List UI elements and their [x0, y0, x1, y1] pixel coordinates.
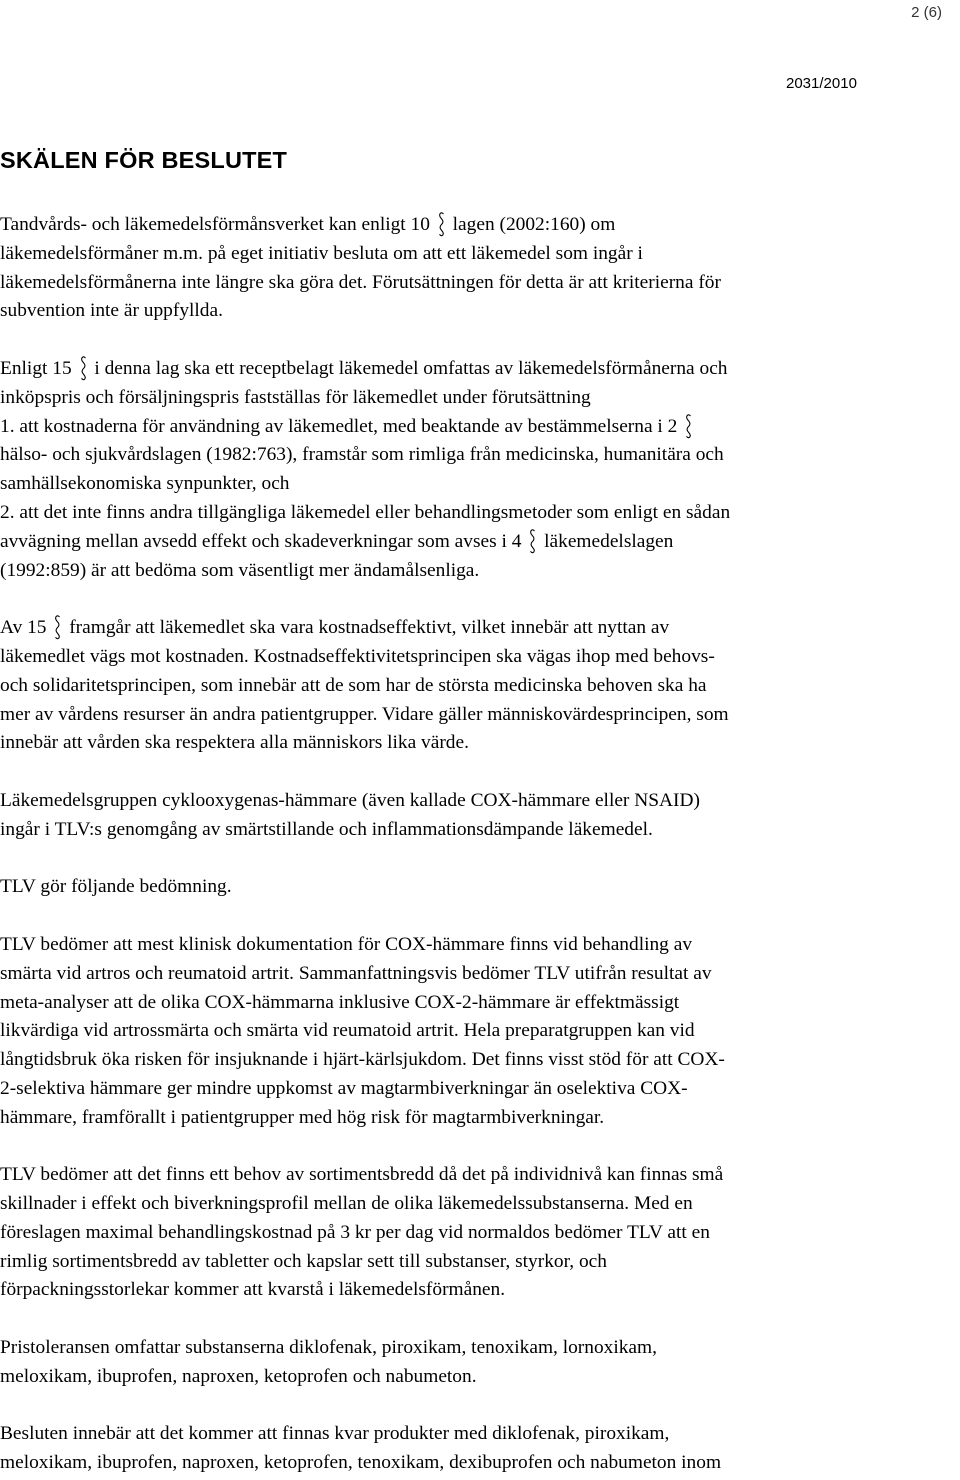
text-line: framgår att läkemedlet ska vara kostnadseffektivt, vilket innebär att nyttan av: [69, 617, 670, 639]
text-line: subvention inte är uppfyllda.: [0, 300, 223, 322]
text-line: skillnader i effekt och biverkningsprofil mellan de olika läkemedelssubstanserna. Med en: [0, 1193, 693, 1215]
paragraph-drug-group: [0, 787, 958, 845]
text-line: avvägning mellan avsedd effekt och skadeverkningar som avses i 4: [0, 530, 522, 552]
text-line: smärta vid artros och reumatoid artrit. Sammanfattningsvis bedömer TLV utifrån resultat av: [0, 962, 712, 984]
text-line: rimlig sortimentsbredd av tabletter och kapslar sett till substanser, styrkor, och: [0, 1250, 607, 1272]
text-line: hämmare, framförallt i patientgrupper med hög risk för magtarmbiverkningar.: [0, 1106, 605, 1128]
text-line: innebär att vården ska respektera alla människors lika värde.: [0, 732, 469, 754]
text-line: samhällsekonomiska synpunkter, och: [0, 473, 290, 495]
text-line: i denna lag ska ett receptbelagt läkemedel omfattas av läkemedelsförmånerna och: [94, 357, 728, 379]
text-line: hälso- och sjukvårdslagen (1982:763), framstår som rimliga från medicinska, humanitära och: [0, 444, 724, 466]
paragraph-criteria: [0, 355, 958, 585]
text-line: meta-analyser att de olika COX-hämmarna inklusive COX-2-hämmare är effektmässigt: [0, 991, 680, 1013]
text-line: TLV bedömer att det finns ett behov av sortimentsbredd då det på individnivå kan finnas små: [0, 1164, 724, 1186]
page-number: 2 (6): [911, 4, 942, 21]
section-sign-icon: [437, 211, 446, 237]
text-line: mer av vårdens resurser än andra patientgrupper. Vidare gäller människovärdesprincipen, som: [0, 703, 729, 725]
paragraph-assortment: [0, 1161, 958, 1305]
text-line: läkemedlet vägs mot kostnaden. Kostnadseffektivitetsprincipen ska vägas ihop med behovs-: [0, 645, 715, 667]
text-line: 1. att kostnaderna för användning av läkemedlet, med beaktande av bestämmelserna i 2: [0, 415, 678, 437]
paragraph-price-tolerance: [0, 1334, 958, 1392]
section-sign-icon: [79, 355, 88, 381]
text-line: förpackningsstorlekar kommer att kvarstå i läkemedelsförmånen.: [0, 1279, 506, 1301]
text-line: TLV bedömer att mest klinisk dokumentation för COX-hämmare finns vid behandling av: [0, 933, 693, 955]
paragraph-cost-effectiveness: [0, 614, 958, 758]
text-line: (1992:859) är att bedöma som väsentligt mer ändamålsenliga.: [0, 559, 480, 581]
text-line: lagen (2002:160) om: [452, 214, 616, 235]
text-line: föreslagen maximal behandlingskostnad på 3 kr per dag vid normaldos bedömer TLV att en: [0, 1221, 710, 1243]
text-line: Läkemedelsgruppen cyklooxygenas-hämmare (även kallade COX-hämmare eller NSAID): [0, 789, 700, 811]
paragraph-clinical-assessment: [0, 931, 958, 1133]
text-line: meloxikam, ibuprofen, naproxen, ketoprofen, tenoxikam, dexibuprofen och nabumeton inom: [0, 1452, 722, 1474]
text-line: och solidaritetsprincipen, som innebär att de som har de största medicinska behoven ska ha: [0, 674, 707, 696]
text-line: Tandvårds- och läkemedelsförmånsverket kan enligt 10: [0, 214, 430, 235]
text-line: Enligt 15: [0, 357, 72, 379]
document-reference: 2031/2010: [786, 75, 857, 92]
section-sign-icon: [528, 528, 537, 554]
section-sign-icon: [684, 413, 693, 439]
text-line: inköpspris och försäljningspris fastställas för läkemedlet under förutsättning: [0, 386, 591, 408]
paragraph-legal-basis: [0, 211, 958, 326]
text-line: meloxikam, ibuprofen, naproxen, ketoprofen och nabumeton.: [0, 1365, 477, 1387]
text-line: TLV gör följande bedömning.: [0, 876, 232, 898]
section-sign-icon: [53, 614, 62, 640]
text-line: ingår i TLV:s genomgång av smärtstillande och inflammationsdämpande läkemedel.: [0, 818, 653, 840]
text-line: 2-selektiva hämmare ger mindre uppkomst av magtarmbiverkningar än oselektiva COX-: [0, 1077, 688, 1099]
text-line: Besluten innebär att det kommer att finnas kvar produkter med diklofenak, piroxikam,: [0, 1423, 670, 1445]
text-line: läkemedelsförmånerna inte längre ska göra det. Förutsättningen för detta är att kriterierna för: [0, 271, 721, 293]
text-line: läkemedelslagen: [544, 530, 674, 552]
text-line: långtidsbruk öka risken för insjuknande i hjärt-kärlsjukdom. Det finns visst stöd för att COX-: [0, 1049, 725, 1071]
text-line: 2. att det inte finns andra tillgängliga läkemedel eller behandlingsmetoder som enligt en sådan: [0, 501, 731, 523]
text-line: likvärdiga vid artrossmärta och smärta vid reumatoid artrit. Hela preparatgruppen kan vid: [0, 1020, 695, 1042]
paragraph-assessment-intro: [0, 873, 958, 902]
document-body: [0, 211, 958, 1478]
text-line: Pristoleransen omfattar substanserna diklofenak, piroxikam, tenoxikam, lornoxikam,: [0, 1337, 657, 1359]
page-title: SKÄLEN FÖR BESLUTET: [0, 147, 288, 173]
text-line: Av 15: [0, 617, 47, 639]
text-line: läkemedelsförmåner m.m. på eget initiativ besluta om att ett läkemedel som ingår i: [0, 242, 643, 264]
paragraph-decision-effect: [0, 1420, 958, 1478]
